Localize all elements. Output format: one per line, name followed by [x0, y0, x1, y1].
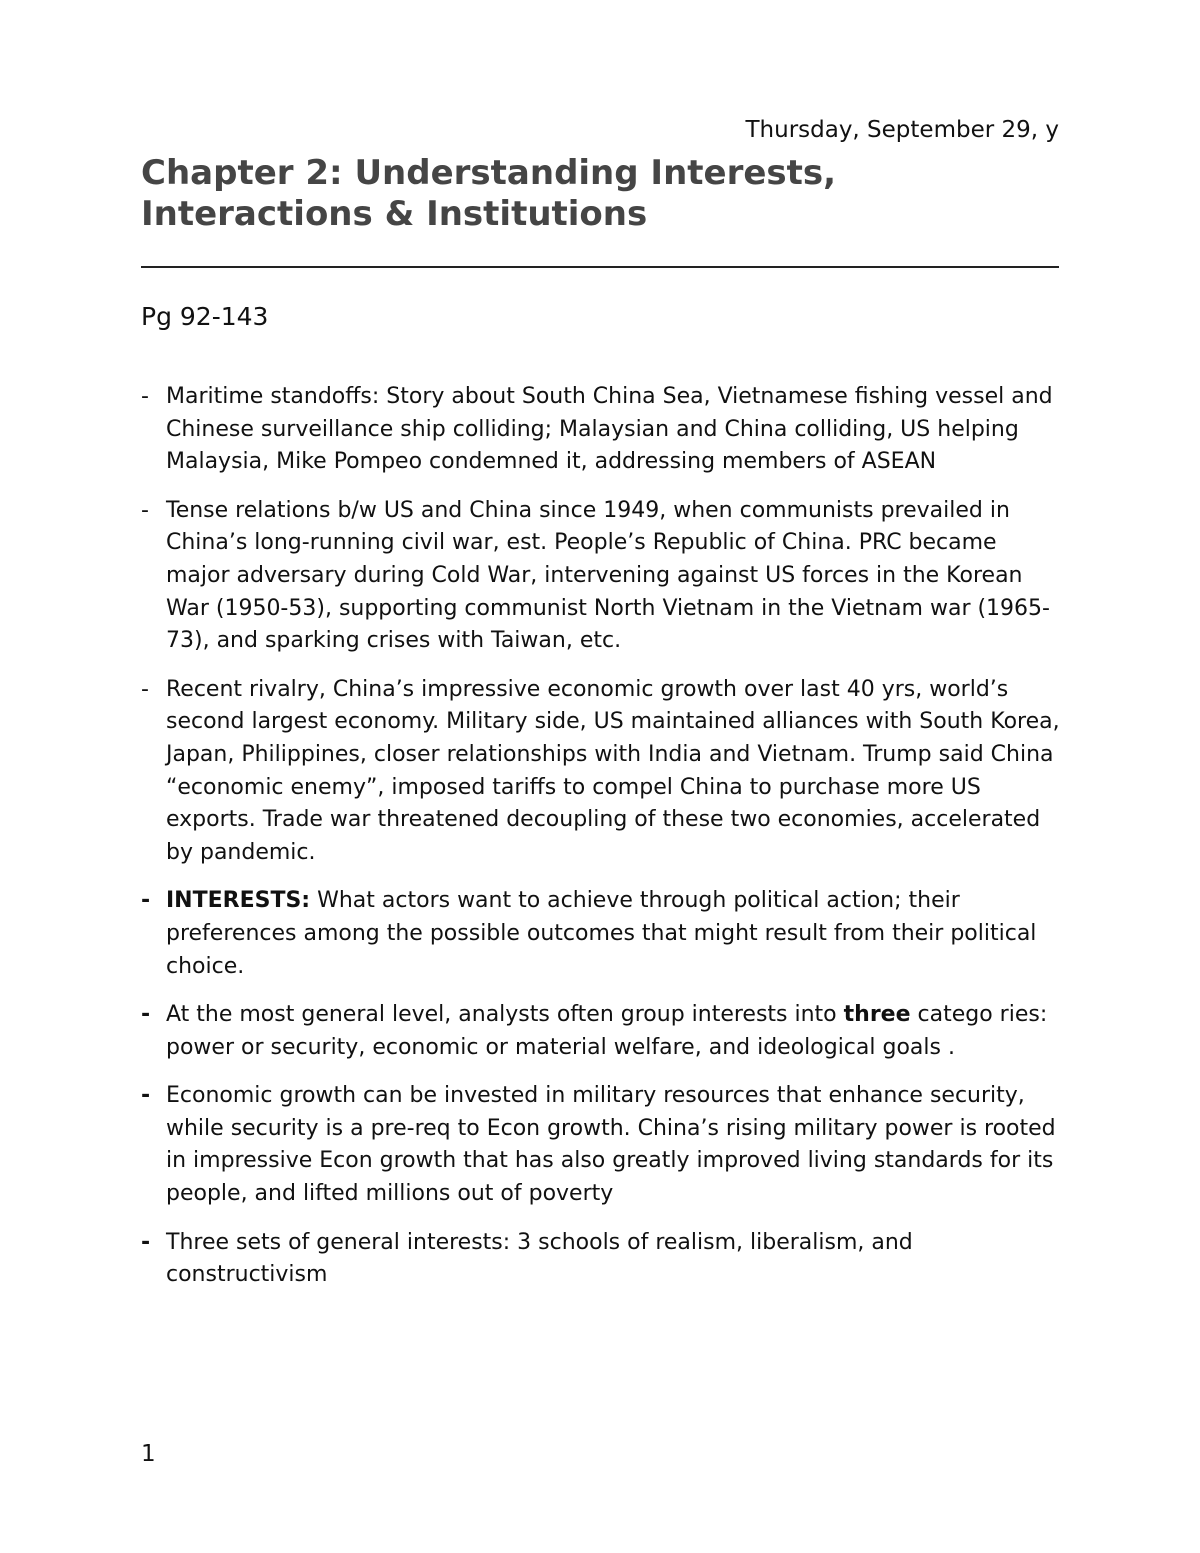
- page-range: Pg 92-143: [141, 302, 269, 331]
- three-emphasis: three: [843, 1002, 911, 1028]
- note-text: Maritime standoffs: Story about South China Sea, Vietnamese fishing vessel and Chinese surveillance ship colliding; Malaysian and China colliding, US helping Malaysia, Mike Pompeo condemned it, addressing members of ASEAN: [166, 384, 1053, 475]
- note-interest-categories: [141, 999, 1066, 1064]
- note-text: What actors want to achieve through political action; their preferences among the possible outcomes that might result from their political choice.: [166, 888, 1037, 979]
- chapter-title-line-1: Chapter 2: Understanding Interests,: [141, 153, 837, 193]
- chapter-title-line-2: Interactions & Institutions: [141, 194, 648, 234]
- note-general-interests: [141, 1227, 1066, 1292]
- bullet-dash: -: [141, 1002, 151, 1028]
- note-interests-definition: [141, 885, 1066, 983]
- interests-term: INTERESTS:: [166, 888, 311, 914]
- bullet-dash: -: [141, 888, 151, 914]
- note-maritime-standoffs: [141, 381, 1066, 479]
- note-economic-growth: [141, 1080, 1066, 1210]
- bullet-dash: -: [141, 497, 149, 523]
- note-tense-relations: [141, 495, 1066, 658]
- chapter-title: [141, 153, 1061, 235]
- note-text: Economic growth can be invested in military resources that enhance security, while security is a pre-req to Econ growth. China’s rising military power is rooted in impressive Econ growth that has also greatly improved living standards for its people, and lifted millions out of poverty: [166, 1083, 1056, 1207]
- notes-list: [141, 381, 1066, 1308]
- document-date: Thursday, September 29, y: [745, 117, 1059, 143]
- bullet-dash: -: [141, 1083, 151, 1109]
- bullet-dash: -: [141, 676, 149, 702]
- note-text: Three sets of general interests: 3 schools of realism, liberalism, and constructivism: [166, 1229, 913, 1288]
- bullet-dash: -: [141, 384, 149, 409]
- note-text-end: catego ries: power or security, economic or material welfare, and ideological goals .: [166, 1002, 1048, 1060]
- title-divider: [141, 266, 1059, 268]
- note-text: Recent rivalry, China’s impressive economic growth over last 40 yrs, world’s second largest economy. Military side, US maintained alliances with South Korea, Japan, Philippines, closer relationships with India and Vietnam. Trump said China “economic enemy”, imposed tariffs to compel China to purchase more US exports. Trade war threatened decoupling of these two economies, accelerated by pandemic.: [166, 676, 1060, 865]
- note-text: Tense relations b/w US and China since 1949, when communists prevailed in China’s long-running civil war, est. People’s Republic of China. PRC became major adversary during Cold War, intervening against US forces in the Korean War (1950-53), supporting communist North Vietnam in the Vietnam war (1965-73), and sparking crises with Taiwan, etc.: [166, 497, 1050, 654]
- bullet-dash: -: [141, 1229, 151, 1255]
- page-number: 1: [141, 1441, 156, 1467]
- note-recent-rivalry: [141, 674, 1066, 870]
- note-text-start: At the most general level, analysts often group interests into: [166, 1002, 844, 1028]
